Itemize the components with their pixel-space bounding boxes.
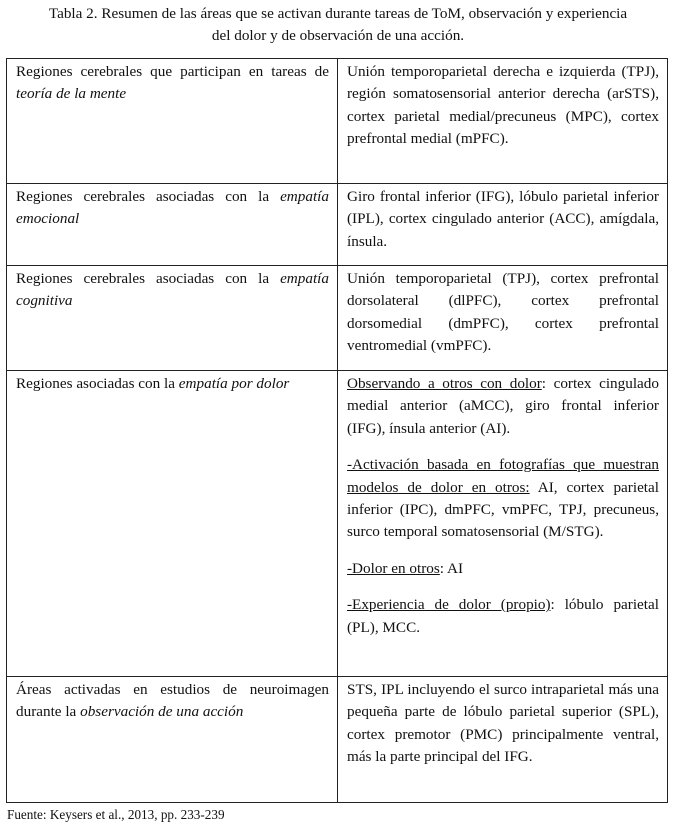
- row-regions-cell: Unión temporoparietal derecha e izquierda (TPJ), región somatosensorial anterior derecha (arSTS), cortex parietal medial/precuneus (MPC), cortex prefrontal medial (mPFC).: [338, 59, 668, 184]
- row-label-emphasis: empatía cognitiva: [16, 270, 329, 310]
- pain-observation-block: [347, 373, 659, 440]
- row-label-cell: [7, 59, 338, 184]
- block-heading: -Activación basada en fotografías que muestran modelos de dolor en otros:: [347, 456, 659, 496]
- pain-in-others-block: [347, 558, 659, 580]
- summary-table: [6, 58, 668, 803]
- table-row: [7, 266, 668, 371]
- row-label-emphasis: teoría de la mente: [16, 85, 127, 103]
- row-regions-cell: [338, 371, 668, 677]
- block-heading: -Experiencia de dolor (propio): [347, 596, 551, 614]
- block-text: : lóbulo parietal (PL), MCC.: [347, 596, 659, 636]
- caption-line-1: Tabla 2. Resumen de las áreas que se activan durante tareas de ToM, observación y experiencia: [48, 5, 628, 22]
- row-label-text: Regiones cerebrales asociadas con la: [16, 270, 281, 287]
- table-caption: [6, 3, 670, 47]
- row-label-cell: [7, 677, 338, 803]
- row-label-emphasis: observación de una acción: [80, 703, 244, 721]
- table-row: [7, 371, 668, 677]
- table-row: [7, 677, 668, 803]
- row-label-cell: [7, 371, 338, 677]
- table-row: [7, 184, 668, 266]
- row-label-cell: [7, 266, 338, 371]
- row-label-text: Áreas activadas en estudios de neuroimagen durante la: [16, 681, 329, 721]
- row-label-emphasis: empatía emocional: [16, 188, 329, 228]
- own-pain-block: [347, 594, 659, 639]
- row-regions-cell: Unión temporoparietal (TPJ), cortex prefrontal dorsolateral (dlPFC), cortex prefrontal dorsomedial (dmPFC), cortex prefrontal ventromedial (vmPFC).: [338, 266, 668, 371]
- row-label-text: Regiones cerebrales que participan en tareas de: [16, 63, 329, 80]
- block-text: : AI: [439, 559, 464, 577]
- caption-line-2: del dolor y de observación de una acción.: [211, 27, 465, 44]
- block-heading: -Dolor en otros: [347, 559, 440, 577]
- photo-activation-block: [347, 454, 659, 544]
- table-row: [7, 59, 668, 184]
- row-label-text: Regiones asociadas con la: [16, 375, 179, 392]
- row-label-text: Regiones cerebrales asociadas con la: [16, 188, 281, 205]
- block-text: : cortex cingulado medial anterior (aMCC), giro frontal inferior (IFG), ínsula anterior (AI).: [347, 375, 659, 437]
- row-regions-cell: STS, IPL incluyendo el surco intraparietal más una pequeña parte de lóbulo parietal superior (SPL), cortex premotor (PMC) principalmente ventral, más la parte principal del IFG.: [338, 677, 668, 803]
- block-heading: Observando a otros con dolor: [347, 375, 542, 392]
- block-text: AI, cortex parietal inferior (IPC), dmPFC, vmPFC, TPJ, precuneus, surco temporal somatosensorial (M/STG).: [347, 478, 659, 541]
- row-regions-cell: Giro frontal inferior (IFG), lóbulo parietal inferior (IPL), cortex cingulado anterior (ACC), amígdala, ínsula.: [338, 184, 668, 266]
- row-label-emphasis: empatía por dolor: [178, 375, 290, 392]
- source-note: Fuente: Keysers et al., 2013, pp. 233-239: [7, 807, 225, 822]
- row-label-cell: [7, 184, 338, 266]
